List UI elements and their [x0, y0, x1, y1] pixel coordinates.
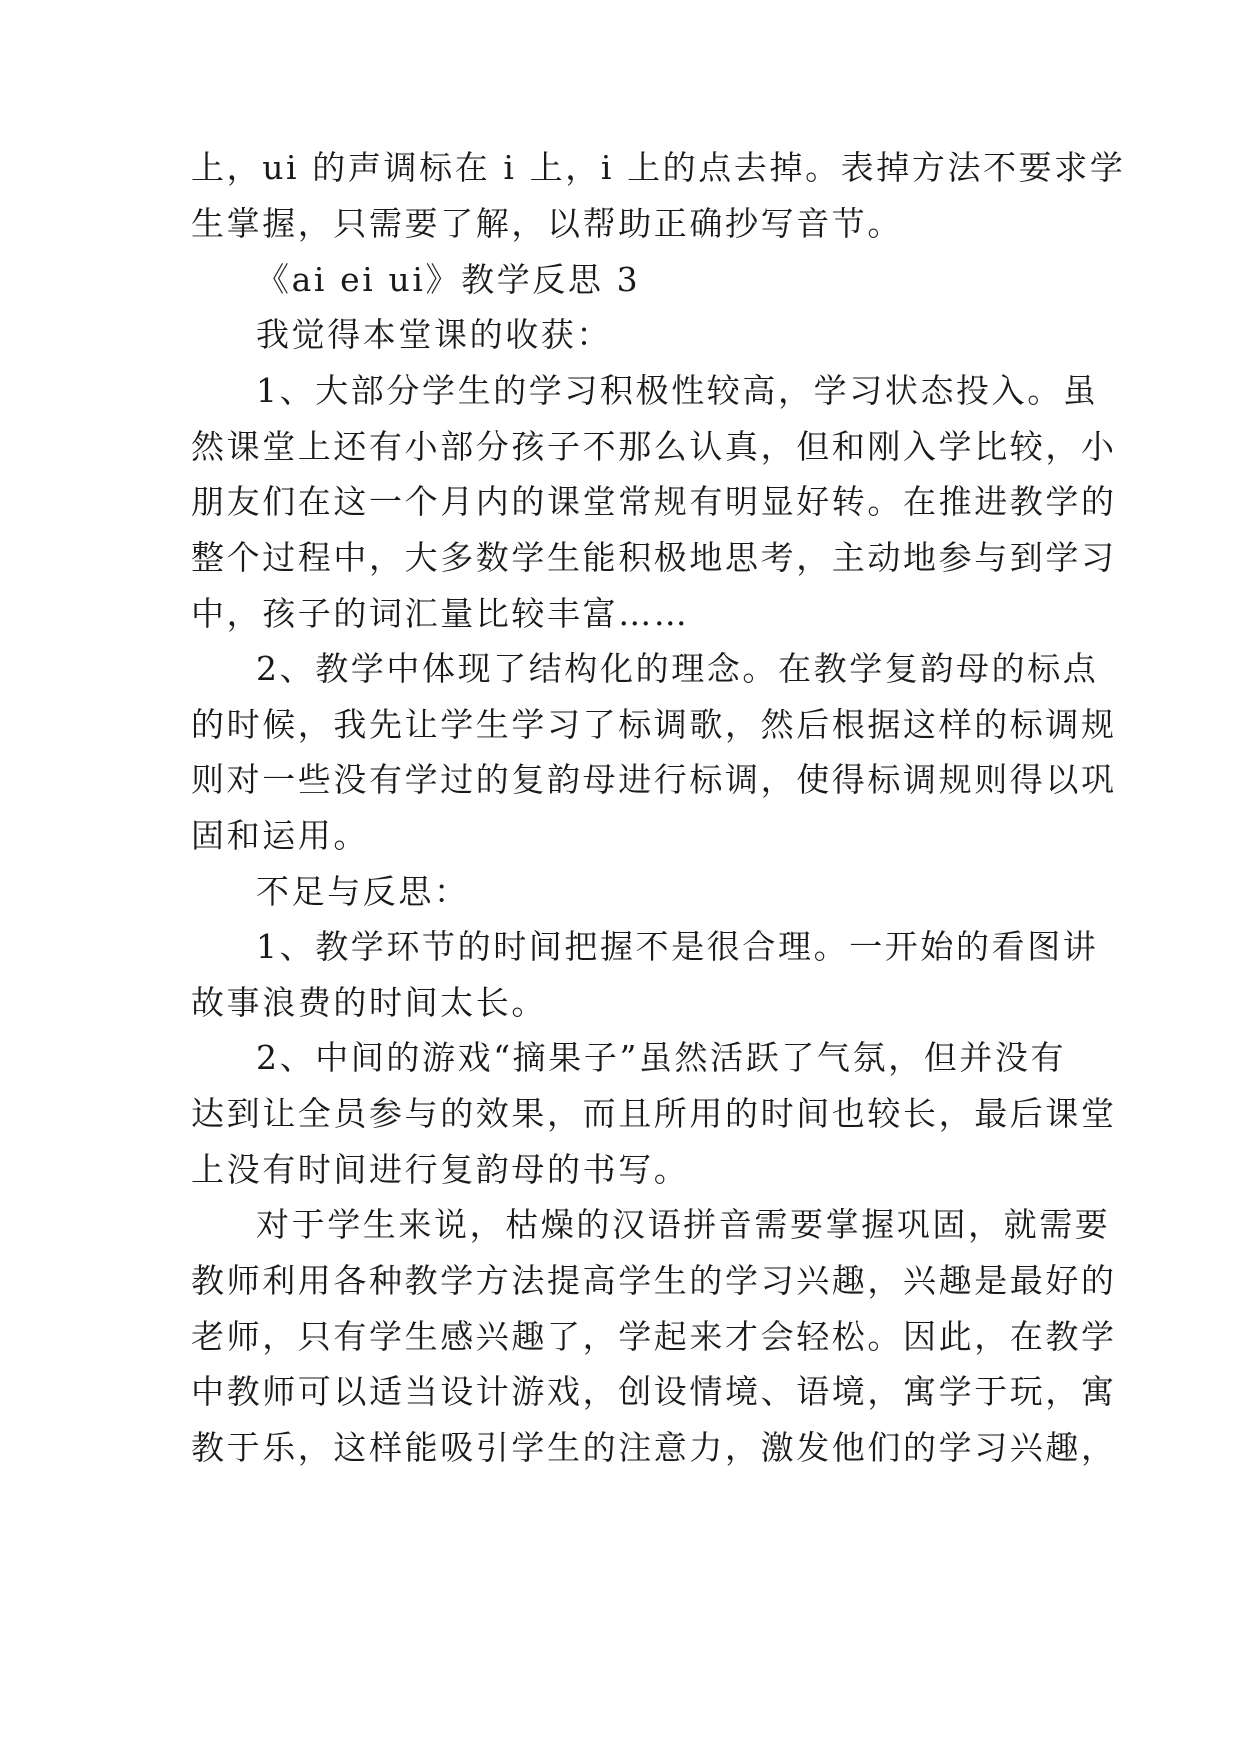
- text-line: 对于学生来说，枯燥的汉语拼音需要掌握巩固，就需要: [256, 1205, 1111, 1244]
- text-line: 朋友们在这一个月内的课堂常规有明显好转。在推进教学的: [191, 482, 1117, 521]
- text-line: 上，ui 的声调标在 i 上，i 上的点去掉。表掉方法不要求学: [191, 148, 1126, 187]
- text-line: 固和运用。: [191, 816, 369, 855]
- text-line: 2、教学中体现了结构化的理念。在教学复韵母的标点: [256, 649, 1099, 688]
- text-line: 老师，只有学生感兴趣了，学起来才会轻松。因此，在教学: [191, 1317, 1117, 1356]
- section-heading: 《ai ei ui》教学反思 3: [256, 260, 641, 299]
- text-line: 故事浪费的时间太长。: [191, 983, 547, 1022]
- text-line: 中教师可以适当设计游戏，创设情境、语境，寓学于玩，寓: [191, 1372, 1117, 1411]
- text-line: 整个过程中，大多数学生能积极地思考，主动地参与到学习: [191, 538, 1117, 577]
- text-line: 1、教学环节的时间把握不是很合理。一开始的看图讲: [256, 927, 1099, 966]
- text-line: 然课堂上还有小部分孩子不那么认真，但和刚入学比较，小: [191, 427, 1117, 466]
- text-line: 教于乐，这样能吸引学生的注意力，激发他们的学习兴趣，: [191, 1428, 1117, 1467]
- text-line: 教师利用各种教学方法提高学生的学习兴趣，兴趣是最好的: [191, 1261, 1117, 1300]
- text-line: 达到让全员参与的效果，而且所用的时间也较长，最后课堂: [191, 1094, 1117, 1133]
- paragraph-lead: 不足与反思：: [256, 872, 470, 911]
- text-line: 2、中间的游戏“摘果子”虽然活跃了气氛，但并没有: [256, 1038, 1067, 1077]
- text-line: 的时候，我先让学生学习了标调歌，然后根据这样的标调规: [191, 705, 1117, 744]
- text-line: 中，孩子的词汇量比较丰富……: [191, 594, 690, 633]
- text-line: 生掌握，只需要了解，以帮助正确抄写音节。: [191, 204, 903, 243]
- text-line: 1、大部分学生的学习积极性较高，学习状态投入。虽: [256, 371, 1099, 410]
- paragraph-lead: 我觉得本堂课的收获：: [256, 315, 612, 354]
- text-line: 上没有时间进行复韵母的书写。: [191, 1150, 690, 1189]
- text-line: 则对一些没有学过的复韵母进行标调，使得标调规则得以巩: [191, 760, 1117, 799]
